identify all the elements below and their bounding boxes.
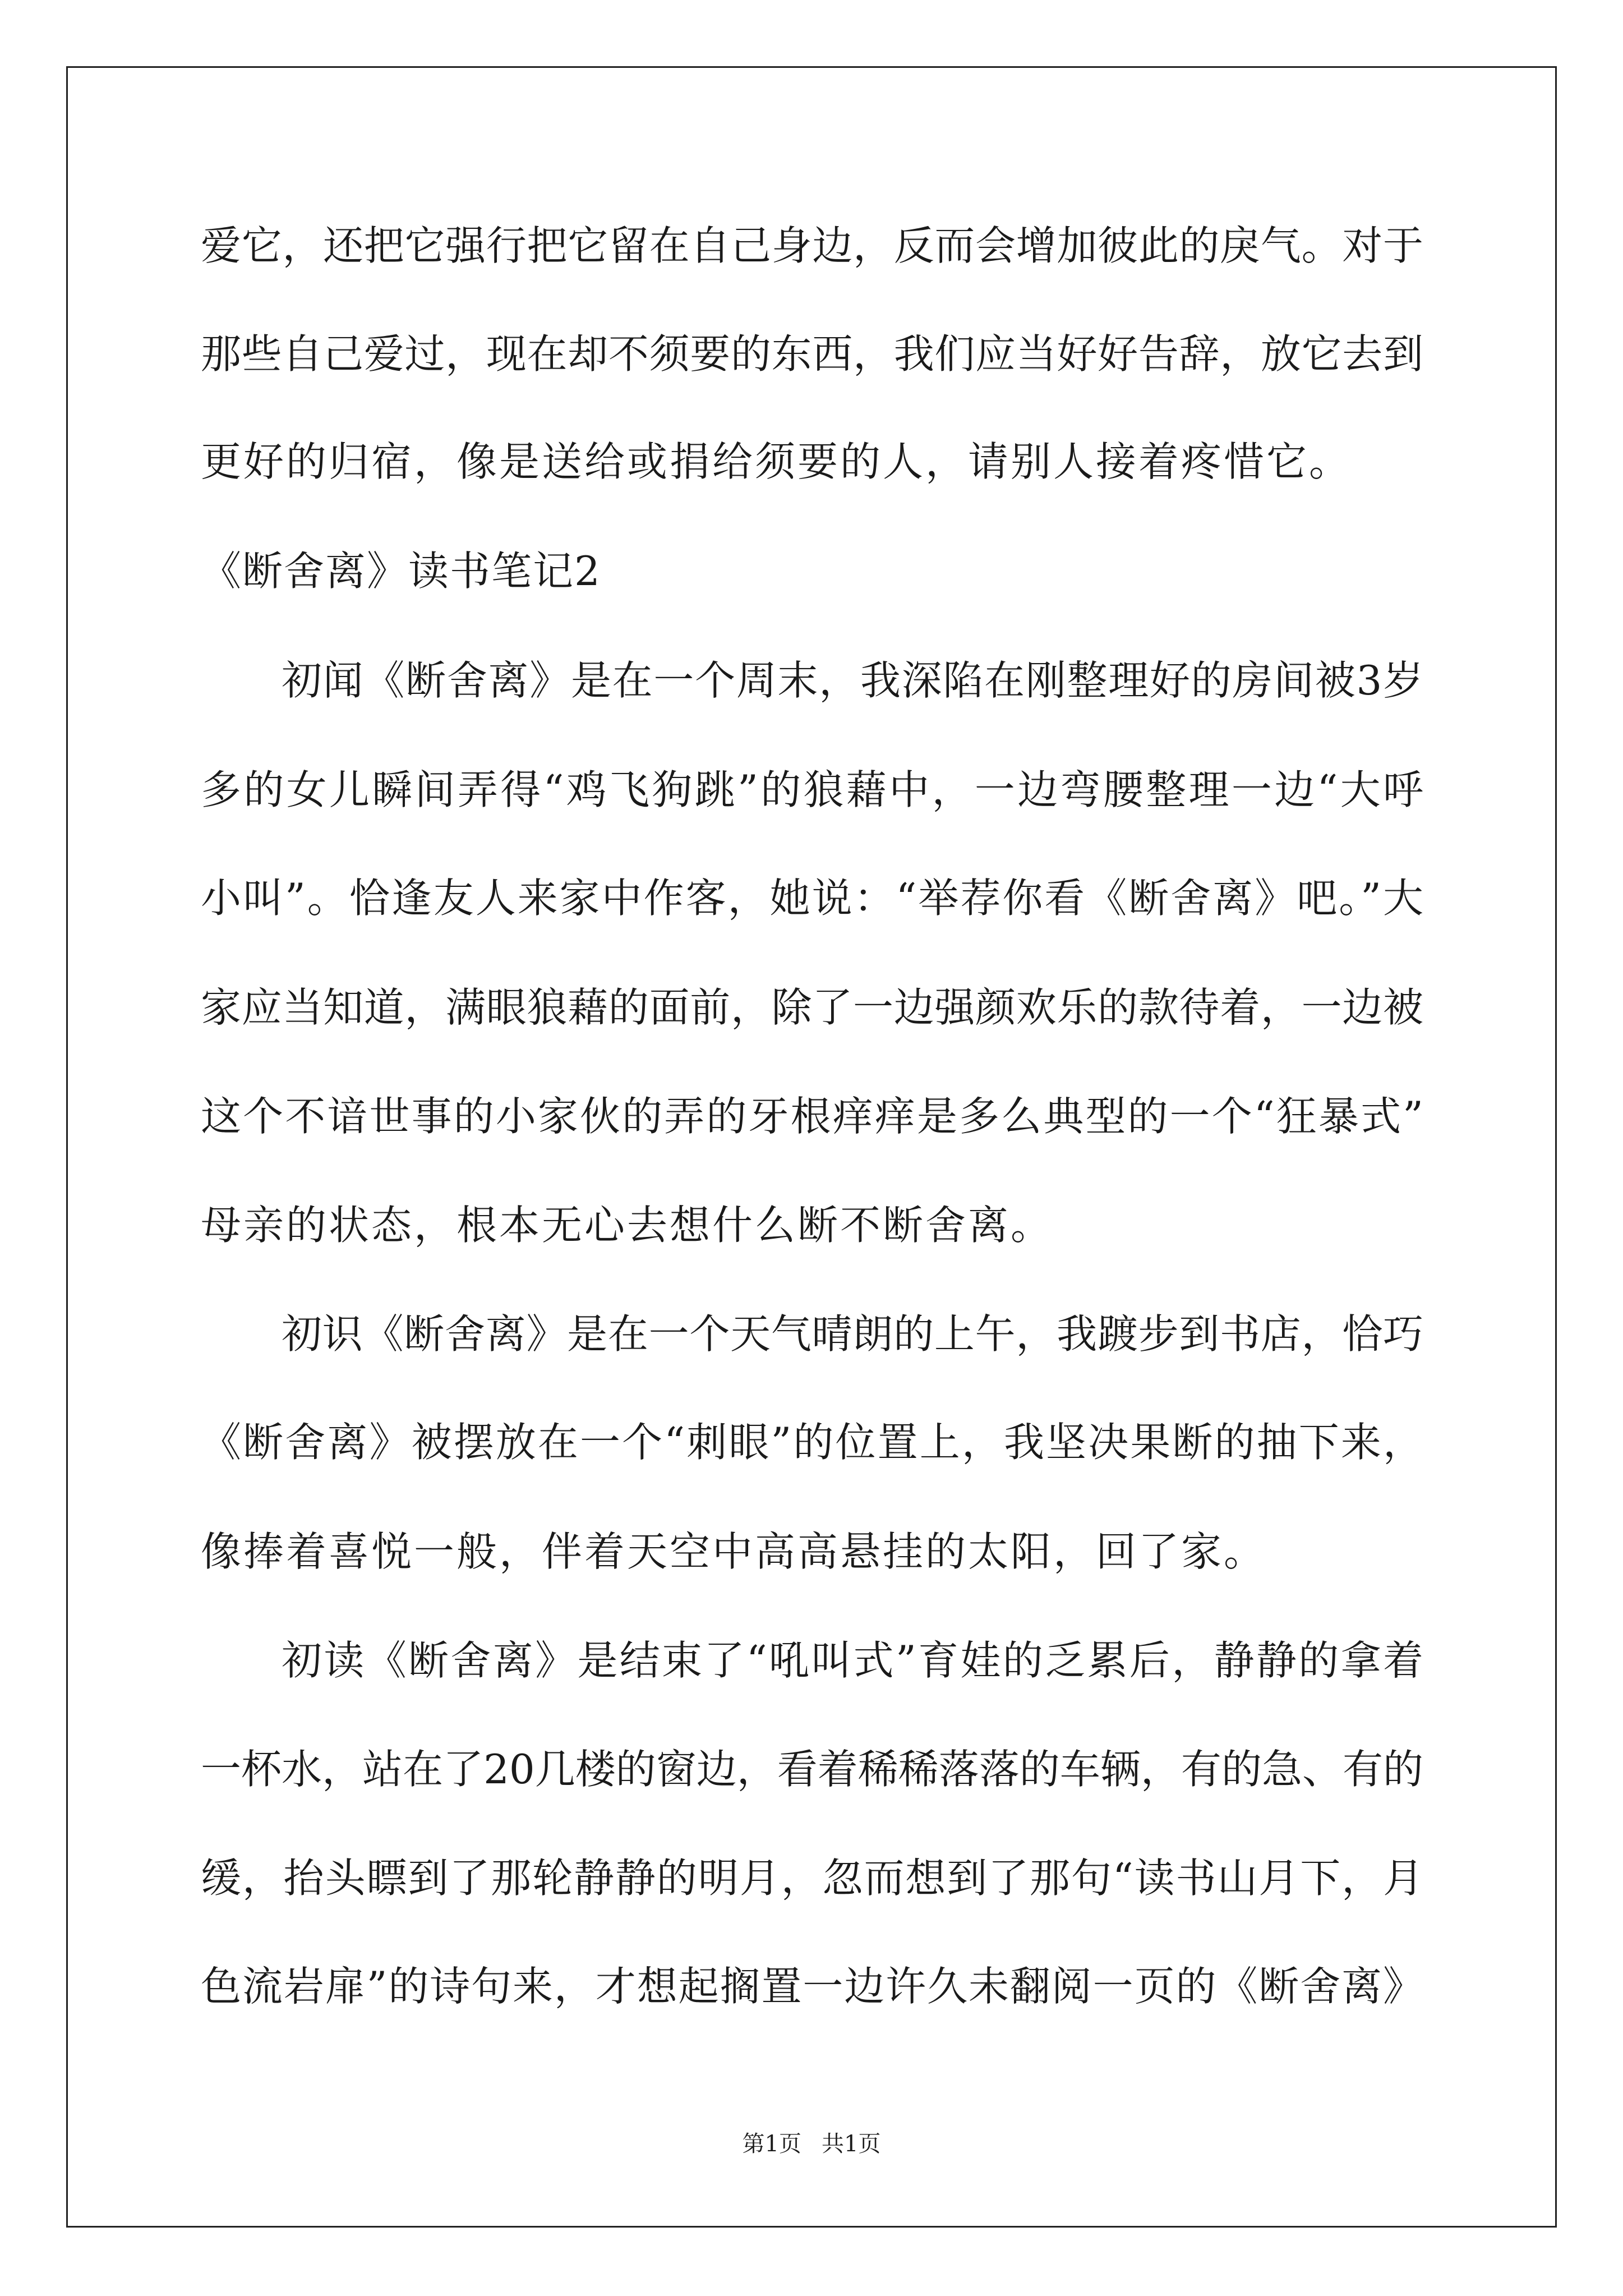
text-line: 母亲的状态，根本无心去想什么断不断舍离。 <box>201 1202 1054 1249</box>
text-line: 家应当知道，满眼狼藉的面前，除了一边强颜欢乐的款待着，一边被 <box>201 984 1423 1031</box>
text-line: 那些自己爱过，现在却不须要的东西，我们应当好好告辞，放它去到 <box>201 330 1423 378</box>
text-line: 多的女儿瞬间弄得“鸡飞狗跳”的狼藉中，一边弯腰整理一边“大呼 <box>201 766 1423 813</box>
page-total: 共1页 <box>822 2131 881 2157</box>
text-line: 这个不谙世事的小家伙的弄的牙根痒痒是多么典型的一个“狂暴式” <box>201 1093 1423 1140</box>
text-line: 像捧着喜悦一般，伴着天空中高高悬挂的太阳，回了家。 <box>201 1528 1267 1575</box>
section-heading: 《断舍离》读书笔记2 <box>201 547 601 595</box>
page-border <box>66 66 1557 2228</box>
text-line: 一杯水，站在了20几楼的窗边，看着稀稀落落的车辆，有的急、有的 <box>201 1746 1423 1793</box>
text-line: 更好的归宿，像是送给或捐给须要的人，请别人接着疼惜它。 <box>201 438 1352 485</box>
text-line: 缓，抬头瞟到了那轮静静的明月，忽而想到了那句“读书山月下，月 <box>201 1855 1423 1902</box>
text-line: 初闻《断舍离》是在一个周末，我深陷在刚整理好的房间被3岁 <box>282 657 1423 704</box>
text-line: 初识《断舍离》是在一个天气晴朗的上午，我踱步到书店，恰巧 <box>282 1310 1423 1358</box>
text-line: 爱它，还把它强行把它留在自己身边，反而会增加彼此的戾气。对于 <box>201 222 1423 269</box>
page-number: 第1页 <box>742 2131 801 2157</box>
page-footer <box>0 2133 1623 2155</box>
text-line: 小叫”。恰逢友人来家中作客，她说：“举荐你看《断舍离》吧。”大 <box>201 875 1423 922</box>
text-line: 《断舍离》被摆放在一个“刺眼”的位置上，我坚决果断的抽下来， <box>201 1419 1423 1466</box>
text-line: 色流岩扉”的诗句来，才想起搁置一边许久未翻阅一页的《断舍离》 <box>201 1963 1423 2010</box>
text-line: 初读《断舍离》是结束了“吼叫式”育娃的乏累后，静静的拿着 <box>282 1637 1423 1684</box>
